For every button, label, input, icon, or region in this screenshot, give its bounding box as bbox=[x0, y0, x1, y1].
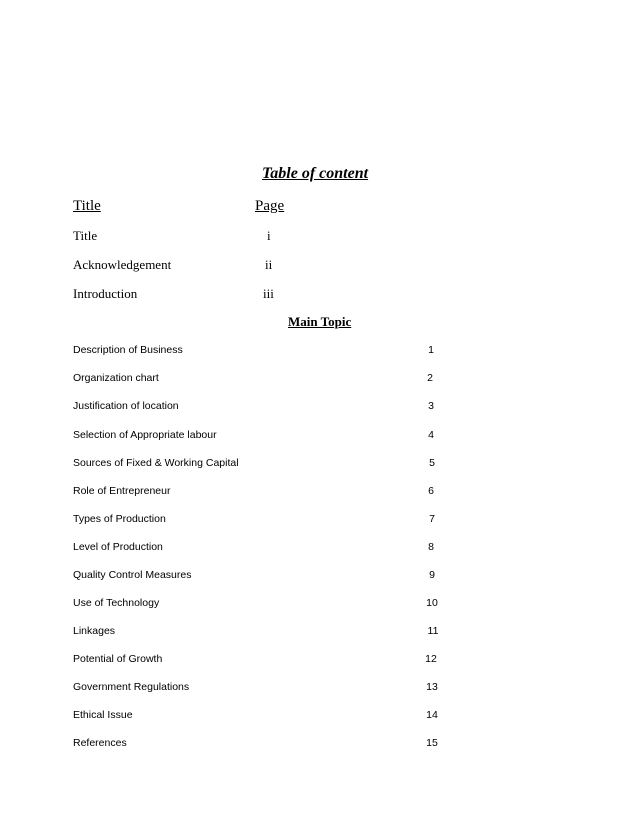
toc-entry-page: 2 bbox=[427, 372, 433, 384]
front-matter-page-acknowledgement: ii bbox=[265, 257, 273, 272]
toc-entry-label: Selection of Appropriate labour bbox=[73, 429, 217, 441]
front-matter-label-title: Title bbox=[73, 228, 98, 243]
toc-entry-page: 7 bbox=[429, 513, 435, 525]
front-matter-page-title: i bbox=[267, 228, 271, 243]
toc-entry-page: 8 bbox=[428, 541, 434, 553]
toc-entry-page: 1 bbox=[428, 344, 434, 356]
toc-entry-page: 15 bbox=[426, 737, 438, 749]
toc-entry-label: References bbox=[73, 737, 127, 749]
toc-entry-page: 9 bbox=[429, 569, 435, 581]
toc-entry-label: Role of Entrepreneur bbox=[73, 485, 171, 497]
toc-entry-label: Government Regulations bbox=[73, 681, 190, 693]
toc-entry-page: 11 bbox=[427, 625, 439, 637]
front-matter-label-introduction: Introduction bbox=[73, 286, 138, 301]
toc-entry-page: 6 bbox=[428, 485, 434, 497]
toc-entry-label: Sources of Fixed & Working Capital bbox=[73, 457, 239, 469]
toc-heading: Table of content bbox=[262, 165, 369, 182]
toc-entry-label: Use of Technology bbox=[73, 597, 160, 609]
toc-entry-page: 10 bbox=[426, 597, 438, 609]
toc-entry-label: Justification of location bbox=[73, 400, 179, 412]
title-column-header: Title bbox=[73, 198, 101, 214]
front-matter-label-acknowledgement: Acknowledgement bbox=[73, 257, 172, 272]
toc-entry-label: Types of Production bbox=[73, 513, 166, 525]
toc-entry-page: 13 bbox=[426, 681, 438, 693]
toc-entry-label: Level of Production bbox=[73, 541, 163, 553]
toc-entry-page: 5 bbox=[429, 457, 435, 469]
toc-entry-page: 12 bbox=[425, 653, 437, 665]
front-matter-page-introduction: iii bbox=[263, 286, 274, 301]
toc-entry-page: 4 bbox=[428, 429, 434, 441]
toc-entry-label: Potential of Growth bbox=[73, 653, 163, 665]
toc-entry-label: Ethical Issue bbox=[73, 709, 133, 721]
toc-entry-label: Quality Control Measures bbox=[73, 569, 192, 581]
toc-entry-page: 3 bbox=[428, 400, 434, 412]
toc-entry-label: Organization chart bbox=[73, 372, 159, 384]
page-column-header: Page bbox=[255, 198, 285, 214]
toc-entry-label: Linkages bbox=[73, 625, 116, 637]
toc-entry-page: 14 bbox=[426, 709, 438, 721]
toc-entry-label: Description of Business bbox=[73, 344, 183, 356]
main-topic-heading: Main Topic bbox=[288, 314, 352, 329]
